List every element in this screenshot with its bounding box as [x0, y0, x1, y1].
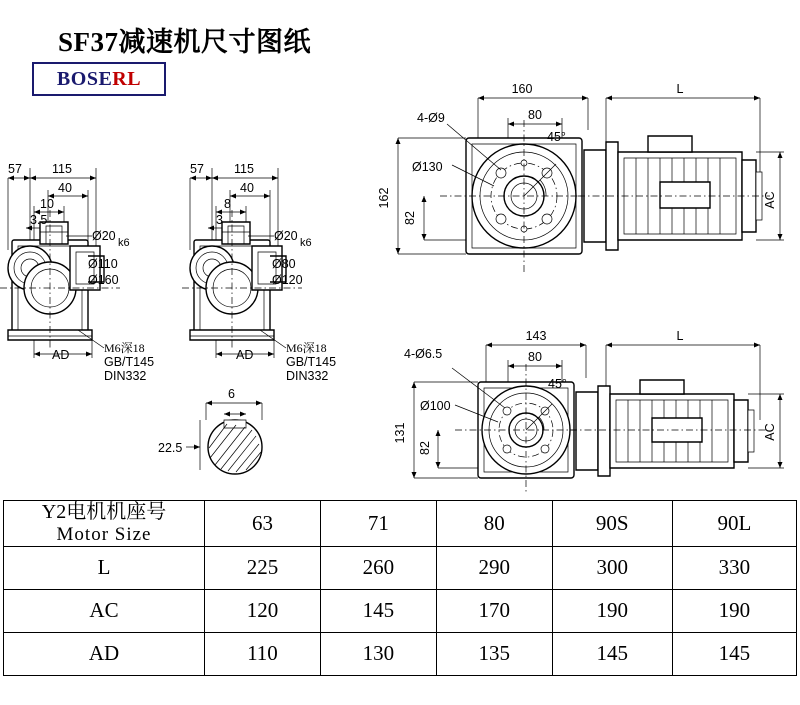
row-label-AC: AC [4, 589, 205, 632]
dim-v1-AD: AD [52, 348, 70, 362]
table-col-1: 71 [320, 501, 436, 547]
dim-v2-115: 115 [234, 162, 254, 176]
dim-bot-82: 82 [418, 441, 432, 455]
table-header-cell [4, 501, 205, 547]
dim-v2-AD: AD [236, 348, 254, 362]
cell-AD-2: 135 [436, 632, 552, 675]
cell-AC-0: 120 [205, 589, 321, 632]
note-v1-gb: GB/T145 [104, 355, 155, 369]
cell-AD-1: 130 [320, 632, 436, 675]
row-label-L: L [4, 546, 205, 589]
note-v2-m6: M6深18 [286, 341, 327, 355]
dim-top-160: 160 [511, 82, 533, 96]
cell-AD-4: 145 [672, 632, 796, 675]
dim-v2-shaft20: Ø20 [274, 229, 298, 243]
note-v1-din: DIN332 [104, 369, 147, 383]
table-col-3: 90S [552, 501, 672, 547]
dim-bot-AC: AC [763, 423, 777, 441]
note-v1-m6: M6深18 [104, 341, 145, 355]
dim-top-162: 162 [377, 187, 391, 209]
dim-v1-40: 40 [58, 181, 72, 195]
cell-L-0: 225 [205, 546, 321, 589]
cell-AC-3: 190 [552, 589, 672, 632]
dim-v1-10: 10 [40, 197, 54, 211]
cell-AD-0: 110 [205, 632, 321, 675]
dim-v2-57: 57 [190, 162, 204, 176]
dim-key-22-5: 22.5 [158, 441, 183, 455]
dim-top-L: L [676, 82, 684, 96]
cell-AC-4: 190 [672, 589, 796, 632]
cell-L-3: 300 [552, 546, 672, 589]
dim-v1-shaft20: Ø20 [92, 229, 116, 243]
dim-v2-3: 3 [216, 213, 223, 227]
table-header-cn: Y2电机机座号 [41, 501, 167, 523]
dim-bot-80: 80 [528, 350, 542, 364]
table-header-row [4, 501, 797, 547]
dim-v2-k6: k6 [300, 237, 312, 249]
dim-key-6: 6 [228, 387, 235, 401]
cell-L-2: 290 [436, 546, 552, 589]
dim-v1-115: 115 [52, 162, 72, 176]
table-row [4, 589, 797, 632]
table-col-0: 63 [205, 501, 321, 547]
view-bottom-assembly [412, 343, 785, 495]
dim-v1-k6: k6 [118, 237, 130, 249]
row-label-AD: AD [4, 632, 205, 675]
table-row [4, 632, 797, 675]
dim-v1-3-5: 3.5 [30, 213, 48, 227]
dim-bot-angle: 45° [548, 377, 567, 391]
logo-text-left: BOSE [56, 67, 113, 90]
table-col-2: 80 [436, 501, 552, 547]
dim-top-holes: 4-Ø9 [417, 111, 445, 125]
dim-top-bolt: Ø130 [412, 160, 443, 174]
dim-v1-d160: Ø160 [88, 273, 119, 287]
logo-text-right: RL [112, 67, 142, 90]
dim-top-angle: 45° [547, 130, 566, 144]
view-top-assembly [396, 96, 785, 273]
cell-AD-3: 145 [552, 632, 672, 675]
dim-v2-40: 40 [240, 181, 254, 195]
view-shaft-section [186, 401, 262, 475]
dim-bot-holes: 4-Ø6.5 [404, 347, 443, 361]
dim-v1-57: 57 [8, 162, 22, 176]
dim-bot-L: L [676, 329, 684, 343]
page-title: SF37减速机尺寸图纸 [58, 27, 312, 57]
table-col-4: 90L [672, 501, 796, 547]
cell-AC-2: 170 [436, 589, 552, 632]
cell-AC-1: 145 [320, 589, 436, 632]
dim-bot-131: 131 [393, 422, 407, 444]
dim-top-82: 82 [403, 211, 417, 225]
dim-v2-8: 8 [224, 197, 231, 211]
dim-v2-d120: Ø120 [272, 273, 303, 287]
dim-top-80: 80 [528, 108, 542, 122]
cell-L-4: 330 [672, 546, 796, 589]
table-header-en: Motor Size [56, 524, 152, 545]
dim-bot-143: 143 [525, 329, 547, 343]
cell-L-1: 260 [320, 546, 436, 589]
note-v2-gb: GB/T145 [286, 355, 337, 369]
dim-v1-d110: Ø110 [88, 257, 118, 271]
dim-v2-d80: Ø80 [272, 257, 296, 271]
table-row [4, 546, 797, 589]
dim-bot-bolt: Ø100 [420, 399, 451, 413]
spec-table [3, 500, 797, 676]
dim-top-AC: AC [763, 191, 777, 209]
note-v2-din: DIN332 [286, 369, 329, 383]
